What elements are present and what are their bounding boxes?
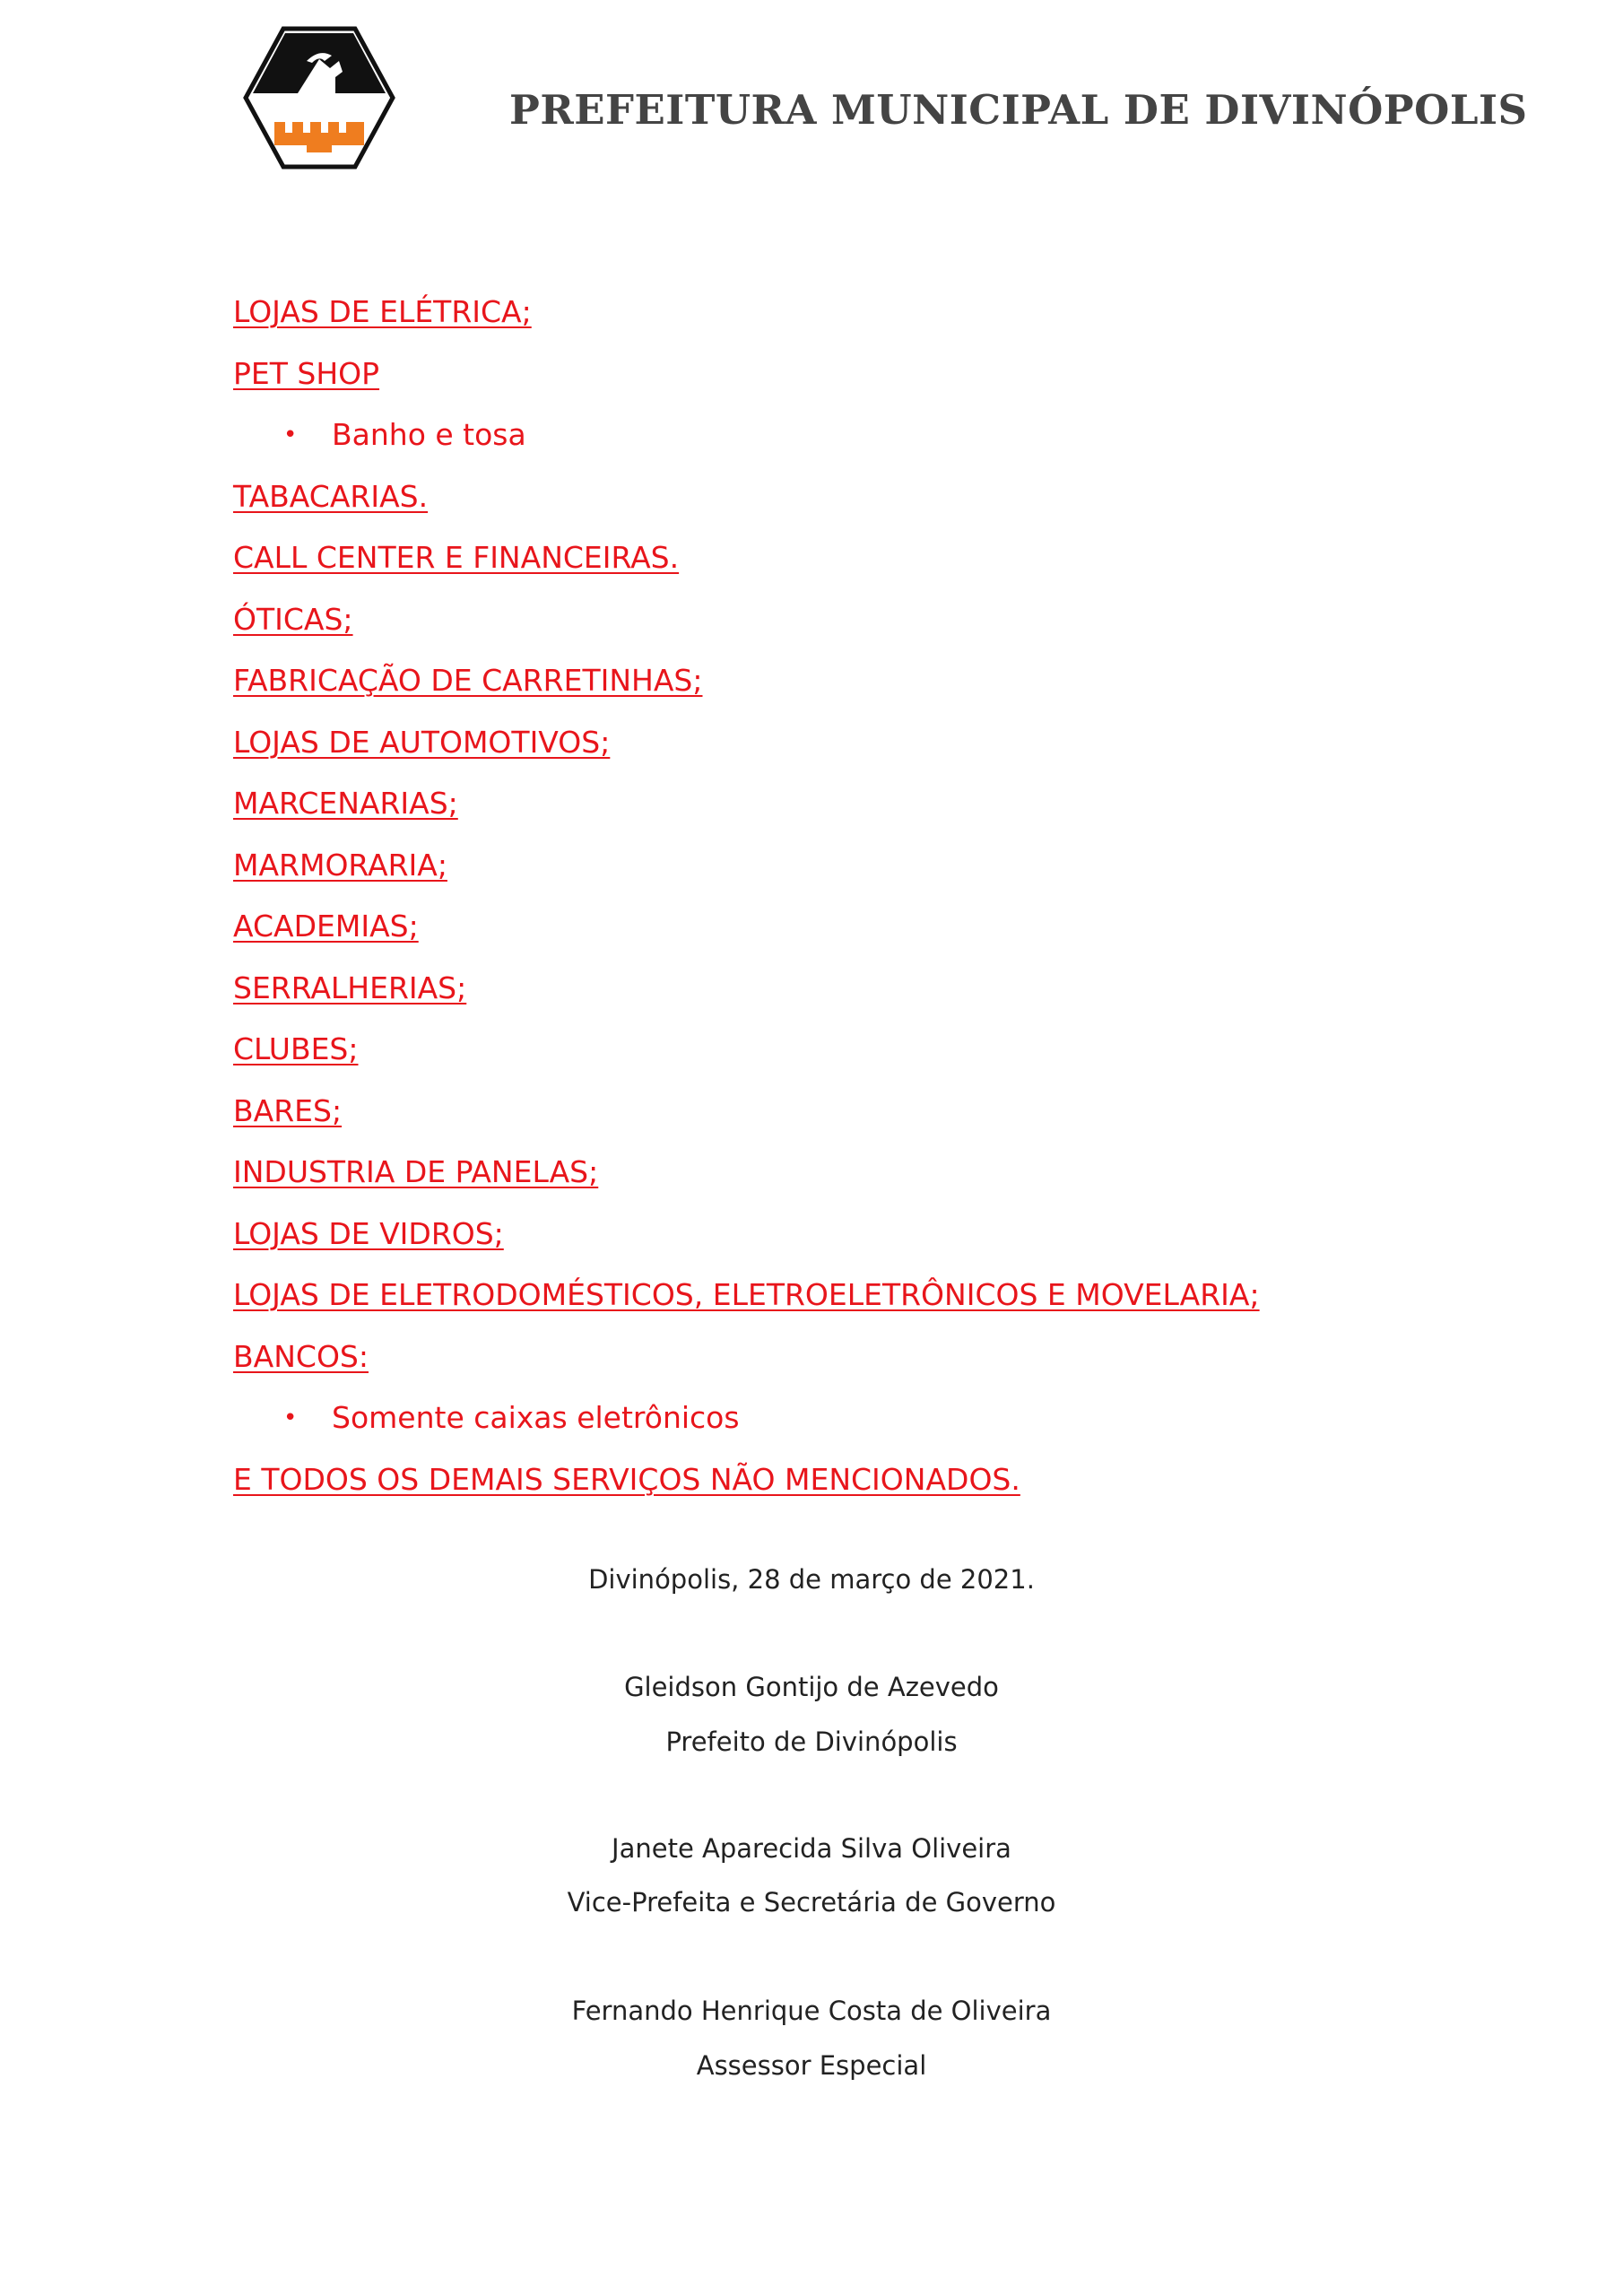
list-item-label: LOJAS DE ELETRODOMÉSTICOS, ELETROELETRÔNICOS E MOVELARIA; — [233, 1277, 1260, 1312]
list-item — [233, 719, 1488, 781]
list-item-label: E TODOS OS DEMAIS SERVIÇOS NÃO MENCIONADOS. — [233, 1461, 1020, 1497]
list-item-label: MARCENARIAS; — [233, 786, 458, 821]
list-item — [233, 965, 1488, 1027]
list-item-label: SERRALHERIAS; — [233, 970, 467, 1005]
signatory-name: Gleidson Gontijo de Azevedo — [624, 1672, 999, 1702]
list-item-label: CALL CENTER E FINANCEIRAS. — [233, 540, 680, 575]
list-item-label: MARMORARIA; — [233, 847, 447, 883]
bullet-icon: • — [283, 1405, 298, 1431]
list-item-label: LOJAS DE VIDROS; — [233, 1215, 504, 1251]
municipal-coat-of-arms-logo — [242, 25, 396, 170]
list-item — [233, 351, 1488, 413]
date-line: Divinópolis, 28 de março de 2021. — [588, 1564, 1035, 1595]
list-item-label: FABRICAÇÃO DE CARRETINHAS; — [233, 663, 703, 698]
list-item — [233, 903, 1488, 965]
list-item — [233, 1088, 1488, 1150]
list-item — [233, 474, 1488, 535]
list-item — [233, 780, 1488, 842]
list-item-label: LOJAS DE AUTOMOTIVOS; — [233, 724, 611, 760]
list-item — [233, 1149, 1488, 1211]
list-item — [233, 289, 1488, 351]
list-item-label: BARES; — [233, 1092, 343, 1128]
signatory-role: Assessor Especial — [696, 2050, 927, 2081]
list-item — [233, 1026, 1488, 1088]
list-item-label: ÓTICAS; — [233, 601, 353, 637]
list-item — [233, 1457, 1488, 1518]
list-item — [233, 1334, 1488, 1396]
list-item-label: ACADEMIAS; — [233, 909, 419, 944]
signatory-role: Vice-Prefeita e Secretária de Governo — [567, 1887, 1056, 1918]
list-item — [233, 842, 1488, 904]
list-sub-item — [233, 412, 1488, 474]
signatory-role: Prefeito de Divinópolis — [665, 1726, 958, 1757]
list-item-label: LOJAS DE ELÉTRICA; — [233, 294, 532, 329]
header-title: PREFEITURA MUNICIPAL DE DIVINÓPOLIS — [509, 86, 1528, 134]
signatory-name: Fernando Henrique Costa de Oliveira — [571, 1996, 1052, 2026]
list-sub-item — [233, 1395, 1488, 1457]
list-item — [233, 535, 1488, 596]
list-item-label: INDUSTRIA DE PANELAS; — [233, 1154, 599, 1189]
authorized-services-list — [233, 289, 1488, 1518]
bullet-icon: • — [283, 422, 298, 448]
signatory-name: Janete Aparecida Silva Oliveira — [612, 1833, 1011, 1864]
list-item — [233, 657, 1488, 719]
list-item — [233, 1272, 1488, 1334]
list-item — [233, 596, 1488, 658]
list-sub-item-label: Banho e tosa — [332, 417, 526, 452]
list-item-label: PET SHOP — [233, 355, 380, 391]
list-item-label: TABACARIAS. — [233, 478, 429, 514]
list-item-label: CLUBES; — [233, 1031, 359, 1066]
list-sub-item-label: Somente caixas eletrônicos — [332, 1400, 740, 1435]
list-item — [233, 1211, 1488, 1273]
list-item-label: BANCOS: — [233, 1338, 369, 1374]
